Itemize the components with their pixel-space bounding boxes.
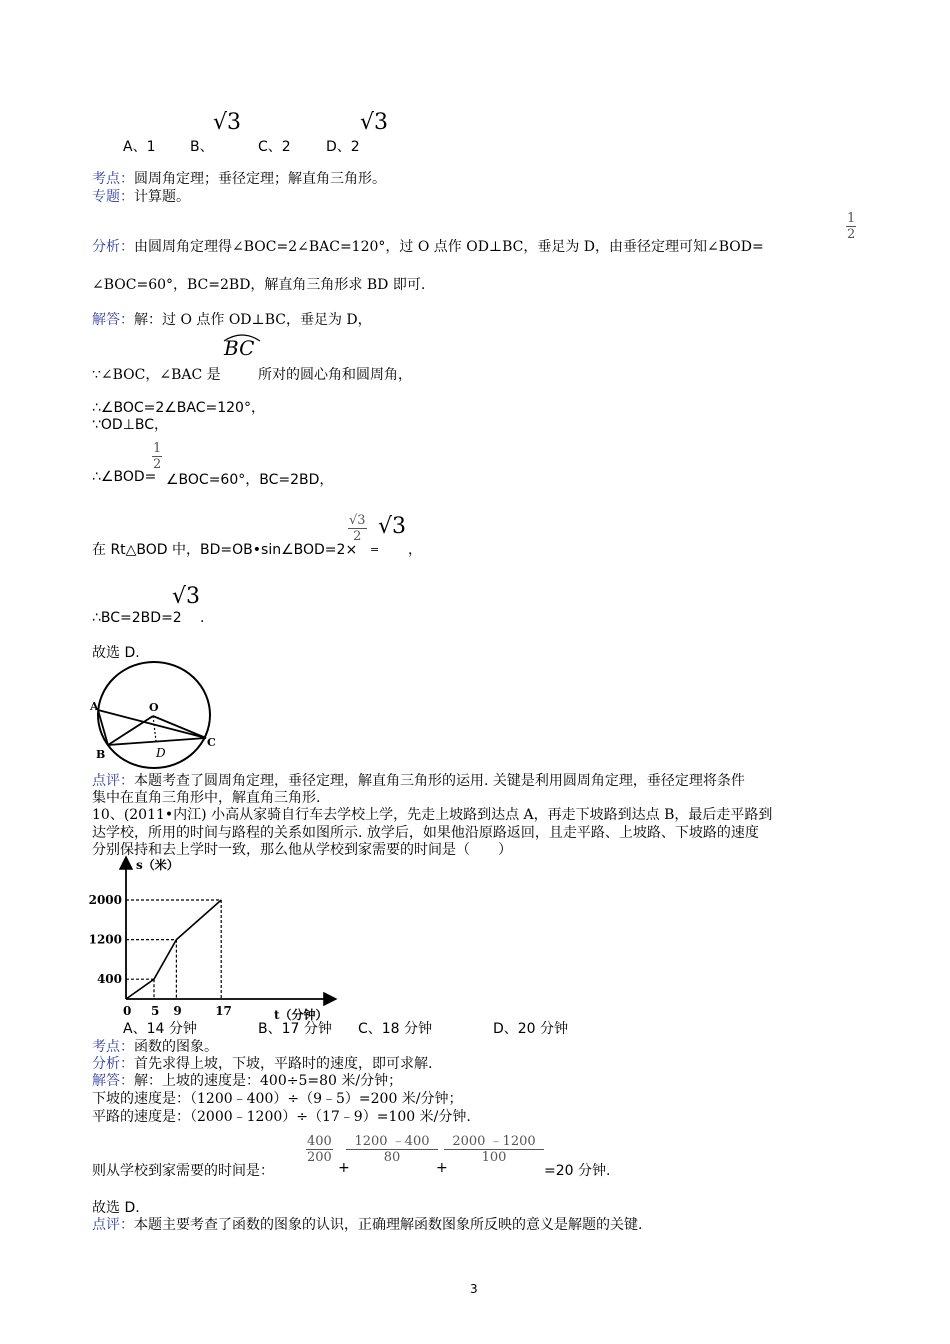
- jieda-line4: ∵OD⊥BC，: [92, 417, 169, 433]
- equals-sign: =: [370, 543, 380, 556]
- y-tick-label: 400: [96, 972, 122, 987]
- dianping-label: 点评：: [92, 773, 134, 789]
- fenxi-line1: 由圆周角定理得∠BOC=2∠BAC=120°，过 O 点作 OD⊥BC，垂足为 D，由垂径定理可知∠BOD=: [134, 239, 764, 255]
- fraction-sqrt3-over-2: $\frac{√3}{2}$: [349, 513, 366, 544]
- circle-figure: [90, 660, 222, 776]
- option-b: B、17 分钟: [258, 1021, 332, 1037]
- kaodian-label: 考点：: [92, 1039, 134, 1055]
- jieda-line4a: 则从学校到家需要的时间是：: [92, 1163, 274, 1179]
- jieda-label: 解答：: [92, 312, 134, 328]
- dianping-text: 本题主要考查了函数的图象的认识，正确理解函数图象所反映的意义是解题的关键.: [134, 1217, 643, 1233]
- q10-stem-line1: 10、(2011•内江) 小高从家骑自行车去学校上学，先走上坡路到达点 A，再走下坡路到达点 B，最后走平路到: [92, 807, 773, 823]
- option-a: A、14 分钟: [123, 1021, 197, 1037]
- q10-dianping: [92, 1214, 642, 1234]
- jieda-line5b: ∠BOC=60°，BC=2BD，: [166, 472, 334, 488]
- x-tick-label: 0: [123, 1004, 132, 1018]
- fraction-one-half: $\frac{1}{2}$: [153, 441, 162, 472]
- q10-stem-line3: 分别保持和去上学时一致，那么他从学校到家需要的时间是（ ）: [92, 842, 512, 858]
- sqrt-3: √3: [360, 110, 389, 135]
- option-a: A、1: [123, 139, 156, 155]
- kaodian-text: 函数的图象。: [134, 1039, 218, 1055]
- q9-zhuanti: [92, 186, 190, 206]
- sqrt-3: √3: [213, 110, 242, 135]
- x-axis-label: t（分钟）: [274, 1008, 328, 1022]
- jieda-line7a: ∴BC=2BD=2: [92, 610, 182, 626]
- kaodian-label: 考点：: [92, 171, 134, 187]
- y-axis-label: s（米）: [136, 858, 179, 872]
- q10-stem-line2: 达学校，所用的时间与路程的关系如图所示. 放学后，如果他沿原路返回，且走平路、上坡路、下坡路的速度: [92, 825, 759, 841]
- q9-fenxi-line2: ∠BOC=60°，BC=2BD，解直角三角形求 BD 即可.: [92, 277, 426, 293]
- point-a-label: A: [90, 700, 99, 713]
- series-segment: [154, 940, 176, 980]
- sqrt-3: √3: [378, 514, 407, 539]
- fraction-800-80: $\frac{1200 ﹣400}{80}$: [346, 1134, 438, 1165]
- q9-fenxi: [92, 236, 764, 256]
- jieda-line3: ∴∠BOC=2∠BAC=120°，: [92, 400, 265, 416]
- x-tick-label: 5: [151, 1004, 160, 1018]
- jieda-line2a: ∵∠BOC，∠BAC 是: [92, 367, 221, 383]
- zhuanti-text: 计算题。: [134, 189, 190, 205]
- q9-guxuan: 故选 D.: [92, 645, 140, 661]
- option-d: D、2: [326, 139, 360, 155]
- point-b-label: B: [96, 748, 106, 761]
- q10-jieda: [92, 1070, 402, 1090]
- jieda-line1: 解：上坡的速度是：400÷5=80 米/分钟；: [134, 1073, 403, 1089]
- jieda-line2: 下坡的速度是：（1200﹣400）÷（9﹣5）=200 米/分钟；: [92, 1091, 463, 1107]
- q9-dianping-line2: 集中在直角三角形中，解直角三角形.: [92, 790, 321, 806]
- jieda-line3: 平路的速度是：（2000﹣1200）÷（17﹣9）=100 米/分钟.: [92, 1109, 471, 1125]
- x-tick-label: 17: [215, 1004, 232, 1018]
- dianping-label: 点评：: [92, 1217, 134, 1233]
- option-d: D、20 分钟: [493, 1021, 569, 1037]
- plus-sign: +: [436, 1160, 448, 1176]
- dianping-text1: 本题考查了圆周角定理，垂径定理，解直角三角形的运用. 关键是利用圆周角定理，垂径定理将条件: [134, 773, 745, 789]
- circle-diagram: [90, 660, 222, 772]
- fenxi-text: 首先求得上坡，下坡，平路时的速度，即可求解.: [134, 1056, 433, 1072]
- option-c: C、2: [258, 139, 291, 155]
- y-tick-label: 1200: [88, 932, 122, 947]
- fenxi-label: 分析：: [92, 239, 134, 255]
- period: .: [200, 610, 205, 626]
- q9-kaodian: [92, 168, 386, 188]
- fraction-one-half: $\frac{1}{2}$: [847, 211, 856, 242]
- distance-time-chart: [88, 855, 338, 1029]
- jieda-line6a: 在 Rt△BOD 中，BD=OB•sin∠BOD=2×: [92, 542, 358, 558]
- plus-sign: +: [338, 1160, 350, 1176]
- sqrt-3: √3: [172, 584, 201, 609]
- arc-bc-label: BC: [224, 336, 254, 360]
- chart-svg: [88, 855, 338, 1025]
- jieda-line2b: 所对的圆心角和圆周角，: [258, 367, 412, 383]
- x-tick-label: 9: [173, 1004, 182, 1018]
- point-o-label: O: [149, 701, 159, 714]
- zhuanti-label: 专题：: [92, 189, 134, 205]
- fraction-400-200: $\frac{400}{200}$: [307, 1134, 332, 1165]
- arc-icon: [222, 332, 262, 342]
- jieda-label: 解答：: [92, 1073, 134, 1089]
- point-c-label: C: [207, 736, 216, 749]
- comma: ，: [408, 542, 422, 558]
- point-d-label: D: [156, 746, 166, 760]
- fenxi-label: 分析：: [92, 1056, 134, 1072]
- page-number: 3: [470, 1282, 478, 1296]
- series-segment: [126, 979, 154, 999]
- fraction-800-100: $\frac{2000 ﹣1200}{100}$: [444, 1134, 544, 1165]
- kaodian-text: 圆周角定理；垂径定理；解直角三角形。: [134, 171, 386, 187]
- jieda-line4b: =20 分钟.: [544, 1163, 611, 1179]
- option-c: C、18 分钟: [358, 1021, 433, 1037]
- jieda-line1: 解：过 O 点作 OD⊥BC，垂足为 D，: [134, 312, 372, 328]
- q10-guxuan: 故选 D.: [92, 1200, 140, 1216]
- option-b: B、: [190, 139, 214, 155]
- q9-jieda: [92, 309, 372, 329]
- jieda-line5a: ∴∠BOD=: [92, 469, 157, 485]
- series-segment: [176, 900, 221, 940]
- y-tick-label: 2000: [88, 893, 122, 907]
